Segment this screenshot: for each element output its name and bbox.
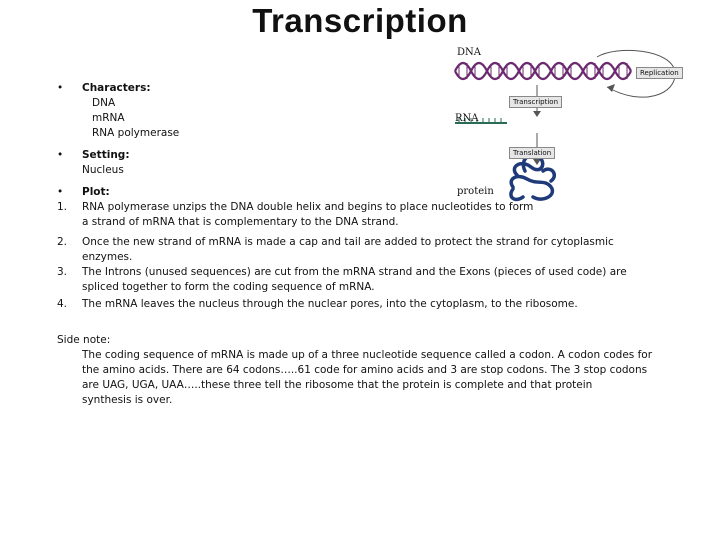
character-item: mRNA — [92, 112, 125, 124]
bullet-plot: • — [57, 186, 64, 198]
plot-step-number: 2. — [57, 236, 68, 248]
dna-label: DNA — [457, 47, 481, 58]
plot-step-number: 1. — [57, 201, 68, 213]
side-note-line: synthesis is over. — [82, 394, 173, 406]
plot-step-number: 3. — [57, 266, 68, 278]
plot-step-line: a strand of mRNA that is complementary to the DNA strand. — [82, 216, 399, 228]
transcription-arrowhead — [533, 111, 541, 117]
plot-step-line: RNA polymerase unzips the DNA double helix and begins to place nucleotides to form — [82, 201, 534, 213]
plot-step-line: spliced together to form the coding sequence of mRNA. — [82, 281, 375, 293]
plot-step-line: The mRNA leaves the nucleus through the nuclear pores, into the cytoplasm, to the ribosome. — [82, 298, 578, 310]
characters-label: Characters: — [82, 82, 151, 94]
setting-value: Nucleus — [82, 164, 124, 176]
central-dogma-diagram — [447, 47, 687, 215]
plot-step-line: Once the new strand of mRNA is made a cap and tail are added to protect the strand for cytoplasmic — [82, 236, 614, 248]
side-note-line: are UAG, UGA, UAA…..these three tell the ribosome that the protein is complete and that protein — [82, 379, 593, 391]
dna-helix — [455, 63, 631, 79]
side-note-line: the amino acids. There are 64 codons…..61 code for amino acids and 3 are stop codons. The 3 stop codons — [82, 364, 648, 376]
transcription-label: Transcription — [509, 96, 562, 108]
character-item: RNA polymerase — [92, 127, 180, 139]
character-item: DNA — [92, 97, 116, 109]
side-note-label: Side note: — [57, 334, 111, 346]
protein-label: protein — [457, 186, 494, 197]
replication-label: Replication — [636, 67, 683, 79]
plot-label: Plot: — [82, 186, 110, 198]
plot-step-number: 4. — [57, 298, 68, 310]
bullet-characters: • — [57, 82, 64, 94]
side-note-line: The coding sequence of mRNA is made up of a three nucleotide sequence called a codon. A codon codes for — [82, 349, 653, 361]
translation-label: Translation — [509, 147, 555, 159]
plot-step-line: enzymes. — [82, 251, 133, 263]
rna-label: RNA — [455, 113, 479, 124]
protein-structure — [511, 155, 554, 199]
plot-step-line: The Introns (unused sequences) are cut from the mRNA strand and the Exons (pieces of used code) are — [82, 266, 627, 278]
bullet-setting: • — [57, 149, 64, 161]
setting-label: Setting: — [82, 149, 130, 161]
page-title: Transcription — [252, 2, 468, 39]
